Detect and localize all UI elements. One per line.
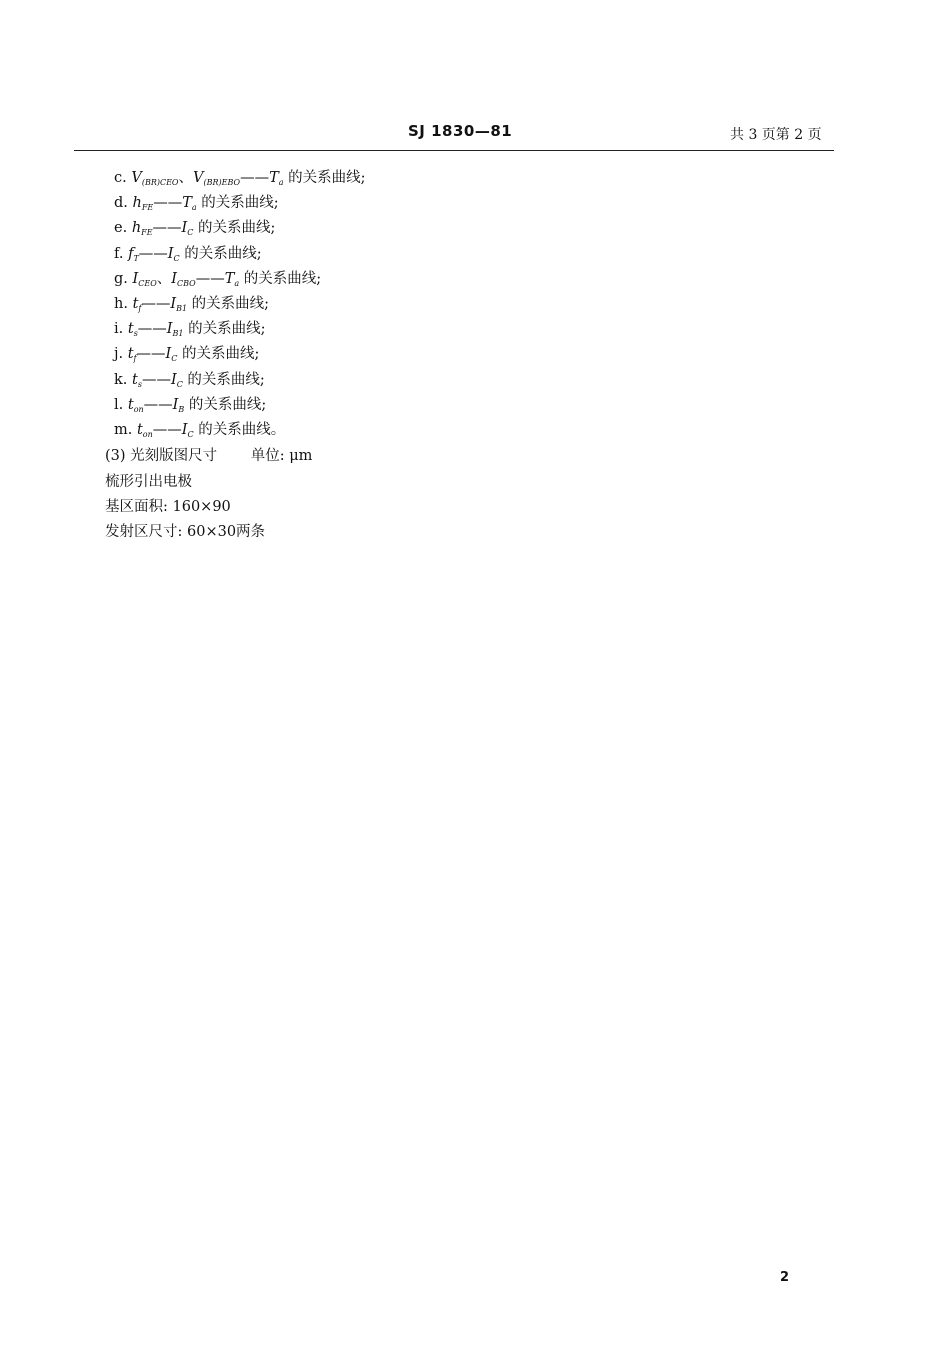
text: —— [143, 396, 173, 413]
text: 的关系曲线; [239, 270, 322, 287]
document-code: SJ 1830—81 [408, 122, 513, 140]
list-item [114, 344, 259, 369]
paragraph-electrode: 梳形引出电极 [105, 474, 192, 490]
list-item [114, 319, 266, 344]
list-item [114, 294, 269, 319]
text: 的关系曲线; [196, 195, 279, 212]
symbol: T [182, 195, 192, 212]
paragraph-base-area: 基区面积: 160×90 [105, 499, 231, 515]
text: —— [240, 170, 270, 186]
symbol: t [132, 296, 139, 312]
text: 、 [156, 270, 172, 287]
subscript: C [173, 253, 180, 263]
text: 、 [178, 170, 193, 186]
subscript: CEO [138, 278, 157, 288]
symbol: I [181, 220, 188, 237]
list-item [114, 218, 275, 243]
symbol: T [269, 170, 279, 186]
subscript: B1 [172, 329, 184, 339]
subscript: s [133, 329, 138, 339]
symbol: t [127, 346, 134, 363]
subscript: s [137, 379, 142, 389]
subscript: f [133, 354, 137, 364]
subscript: C [171, 354, 178, 364]
section-heading: (3) 光刻版图尺寸 单位: μm [105, 448, 313, 464]
text: —— [141, 371, 171, 388]
page-info: 共 3 页第 2 页 [730, 127, 822, 143]
text: —— [137, 321, 167, 338]
subscript: on [133, 404, 144, 414]
text: 的关系曲线; [179, 245, 262, 262]
symbol: I [172, 396, 179, 413]
symbol: h [131, 220, 142, 237]
symbol: h [132, 195, 142, 212]
text: —— [152, 422, 182, 438]
text: g. [114, 270, 133, 287]
subscript: B [178, 404, 185, 414]
symbol: t [127, 396, 134, 413]
text: 的关系曲线; [182, 371, 265, 388]
text: j. [114, 346, 128, 363]
subscript: (BR)EBO [203, 178, 241, 187]
text: c. [114, 170, 132, 186]
subscript: C [187, 430, 194, 439]
symbol: I [170, 296, 177, 312]
symbol: I [132, 270, 139, 287]
text: 的关系曲线; [187, 296, 270, 312]
subscript: a [191, 203, 197, 213]
text: m. [114, 422, 137, 438]
symbol: I [166, 321, 173, 338]
text: 的关系曲线; [183, 321, 266, 338]
symbol: T [224, 270, 235, 287]
symbol: V [131, 170, 142, 186]
symbol: I [170, 371, 177, 388]
list-item [114, 193, 279, 218]
subscript: CBO [177, 278, 196, 288]
list-item [114, 168, 366, 193]
symbol: t [127, 321, 134, 338]
symbol: V [193, 170, 204, 186]
paragraph-emitter-size: 发射区尺寸: 60×30两条 [105, 524, 266, 540]
text: 的关系曲线; [177, 346, 260, 363]
text: —— [152, 220, 182, 237]
list-item [114, 420, 285, 445]
symbol: I [165, 346, 172, 363]
text: l. [114, 396, 128, 413]
text: k. [114, 371, 133, 388]
text: —— [138, 245, 168, 262]
text: 的关系曲线; [283, 170, 366, 186]
subscript: FE [141, 203, 154, 213]
symbol: I [171, 270, 178, 287]
subscript: B1 [176, 304, 188, 313]
text: —— [195, 270, 225, 287]
text: —— [153, 195, 183, 212]
list-item [114, 395, 266, 420]
subscript: a [278, 178, 284, 187]
symbol: t [132, 371, 138, 388]
text: d. [114, 195, 133, 212]
list-item [114, 244, 262, 269]
text: 的关系曲线; [193, 220, 276, 237]
symbol: I [181, 422, 188, 438]
text: 的关系曲线。 [193, 422, 286, 438]
subscript: T [133, 253, 139, 263]
symbol: f [128, 245, 134, 262]
symbol: I [167, 245, 174, 262]
text: h. [114, 296, 133, 312]
text: i. [114, 321, 128, 338]
text: 的关系曲线; [184, 396, 267, 413]
subscript: a [234, 278, 240, 288]
symbol: t [136, 422, 143, 438]
subscript: f [138, 304, 142, 313]
text: —— [141, 296, 171, 312]
subscript: C [176, 379, 183, 389]
subscript: on [142, 430, 153, 439]
subscript: (BR)CEO [141, 178, 179, 187]
page-number: 2 [780, 1270, 790, 1285]
list-item [114, 370, 265, 395]
subscript: C [187, 228, 194, 238]
header-rule [74, 150, 834, 151]
list-item [114, 269, 321, 294]
text: —— [136, 346, 166, 363]
text: e. [114, 220, 132, 237]
text: f. [114, 245, 129, 262]
subscript: FE [141, 228, 153, 238]
